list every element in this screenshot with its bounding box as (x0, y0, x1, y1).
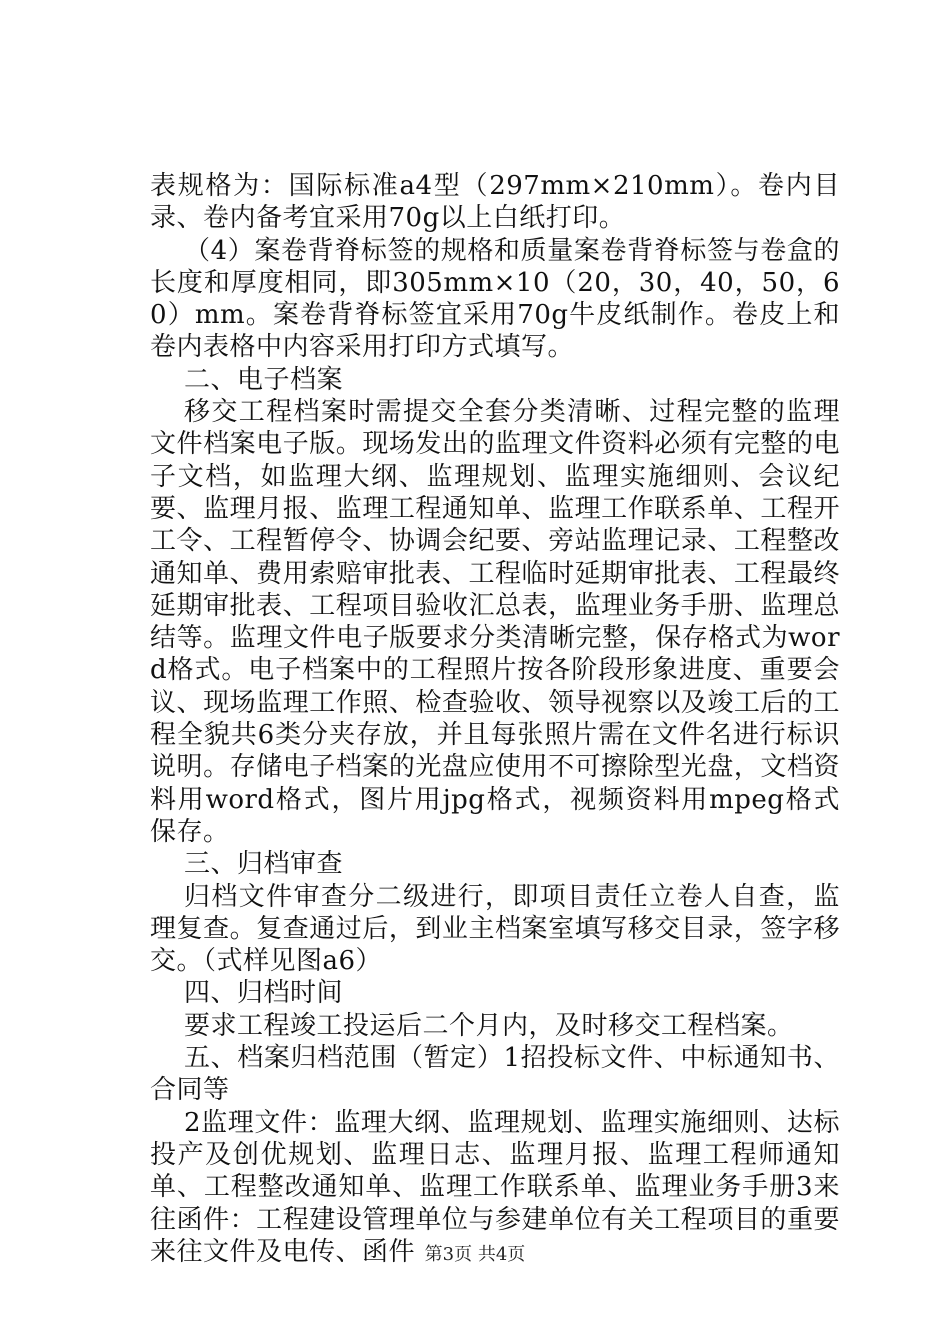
paragraph-archive-review: 归档文件审查分二级进行，即项目责任立卷人自查，监理复查。复查通过后，到业主档案室填写移交目录，签字移交。（式样见图a6） (150, 881, 840, 977)
page-number-footer: 第3页 共4页 (424, 1244, 526, 1265)
paragraph-supervision-files: 2监理文件：监理大纲、监理规划、监理实施细则、达标投产及创优规划、监理日志、监理月报、监理工程师通知单、工程整改通知单、监理工作联系单、监理业务手册3来往函件：工程建设管理单位与参建单位有关工程项目的重要来往文件及电传、函件 (150, 1107, 840, 1267)
paragraph-spine-label: （4）案卷背脊标签的规格和质量案卷背脊标签与卷盒的长度和厚度相同，即305mm×10（20，30，40，50，60）mm。案卷背脊标签宜采用70g牛皮纸制作。卷皮上和卷内表格中内容采用打印方式填写。 (150, 235, 840, 363)
heading-archive-scope: 五、档案归档范围（暂定）1招投标文件、中标通知书、合同等 (150, 1043, 840, 1106)
heading-archive-review: 三、归档审查 (184, 849, 344, 880)
paragraph-archive-time: 要求工程竣工投运后二个月内，及时移交工程档案。 (184, 1010, 794, 1041)
paragraph-paper-spec: 表规格为：国际标准a4型（297mm×210mm）。卷内目录、卷内备考宜采用70g以上白纸打印。 (150, 171, 840, 234)
document-body (150, 170, 840, 1268)
heading-archive-time: 四、归档时间 (184, 978, 344, 1009)
paragraph-electronic-archive: 移交工程档案时需提交全套分类清晰、过程完整的监理文件档案电子版。现场发出的监理文件资料必须有完整的电子文档，如监理大纲、监理规划、监理实施细则、会议纪要、监理月报、监理工程通知单、监理工作联系单、工程开工令、工程暂停令、协调会纪要、旁站监理记录、工程整改通知单、费用索赔审批表、工程临时延期审批表、工程最终延期审批表、工程项目验收汇总表，监理业务手册、监理总结等。监理文件电子版要求分类清晰完整，保存格式为word格式。电子档案中的工程照片按各阶段形象进度、重要会议、现场监理工作照、检查验收、领导视察以及竣工后的工程全貌共6类分夹存放，并且每张照片需在文件名进行标识说明。存储电子档案的光盘应使用不可擦除型光盘，文档资料用word格式，图片用jpg格式，视频资料用mpeg格式保存。 (150, 397, 840, 847)
heading-electronic-archive: 二、电子档案 (184, 364, 344, 395)
